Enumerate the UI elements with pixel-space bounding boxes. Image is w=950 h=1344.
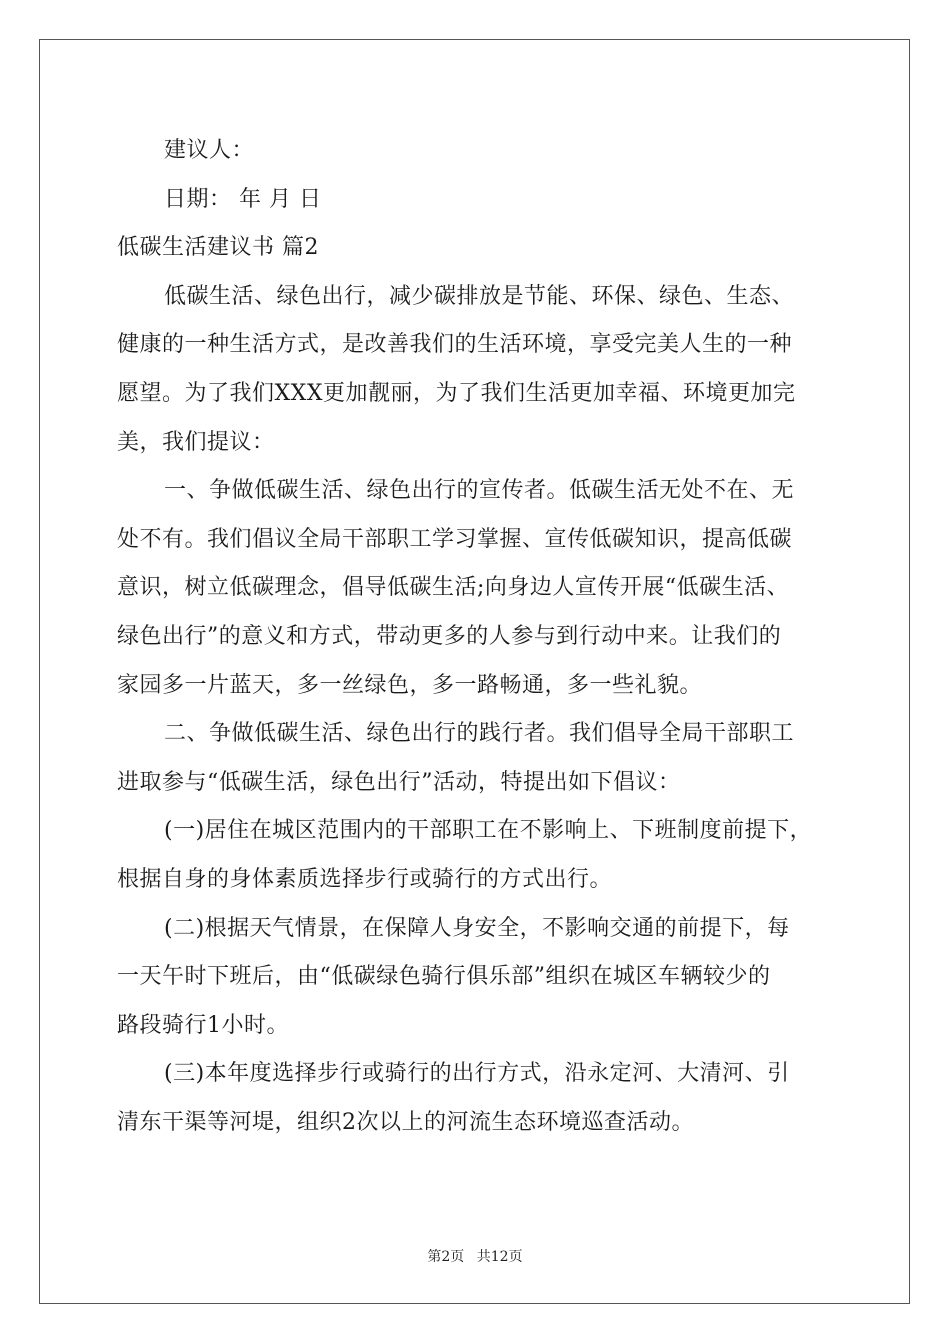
paragraph-line: 路段骑行1小时。 [117, 1012, 289, 1038]
paragraph-line: 二、争做低碳生活、绿色出行的践行者。我们倡导全局干部职工 [164, 721, 795, 747]
section-title: 低碳生活建议书 篇2 [117, 235, 319, 261]
date-label: 日期： 年 月 日 [164, 186, 322, 212]
paragraph-line: 一天午时下班后，由“低碳绿色骑行俱乐部”组织在城区车辆较少的 [117, 964, 771, 990]
paragraph-line: 根据自身的身体素质选择步行或骑行的方式出行。 [117, 866, 613, 892]
paragraph-line: (三)本年度选择步行或骑行的出行方式，沿永定河、大清河、引 [164, 1061, 790, 1087]
paragraph-line: (一)居住在城区范围内的干部职工在不影响上、下班制度前提下， [164, 818, 813, 844]
paragraph-line: 清东干渠等河堤，组织2次以上的河流生态环境巡查活动。 [117, 1109, 694, 1135]
document-body [117, 127, 833, 1147]
proposer-label: 建议人： [164, 138, 255, 163]
paragraph-line: 意识，树立低碳理念，倡导低碳生活;向身边人宣传开展“低碳生活、 [117, 575, 790, 601]
paragraph-line: 绿色出行”的意义和方式，带动更多的人参与到行动中来。让我们的 [117, 623, 782, 649]
paragraph-line: 处不有。我们倡议全局干部职工学习掌握、宣传低碳知识，提高低碳 [117, 526, 793, 552]
paragraph-line: 愿望。为了我们XXX更加靓丽，为了我们生活更加幸福、环境更加完 [117, 380, 796, 406]
paragraph-line: 低碳生活、绿色出行，减少碳排放是节能、环保、绿色、生态、 [164, 283, 795, 309]
paragraph-line: 进取参与“低碳生活，绿色出行”活动，特提出如下倡议： [117, 769, 681, 795]
page-total: 共12页 [476, 1249, 523, 1265]
paragraph-line: 健康的一种生活方式，是改善我们的生活环境，享受完美人生的一种 [117, 332, 793, 358]
page-number: 第2页 [427, 1249, 465, 1265]
paragraph-line: 美，我们提议： [117, 429, 275, 455]
page-footer [0, 1246, 950, 1266]
paragraph-line: 一、争做低碳生活、绿色出行的宣传者。低碳生活无处不在、无 [164, 478, 795, 504]
paragraph-line: (二)根据天气情景，在保障人身安全，不影响交通的前提下，每 [164, 915, 790, 941]
paragraph-line: 家园多一片蓝天，多一丝绿色，多一路畅通，多一些礼貌。 [117, 672, 703, 698]
